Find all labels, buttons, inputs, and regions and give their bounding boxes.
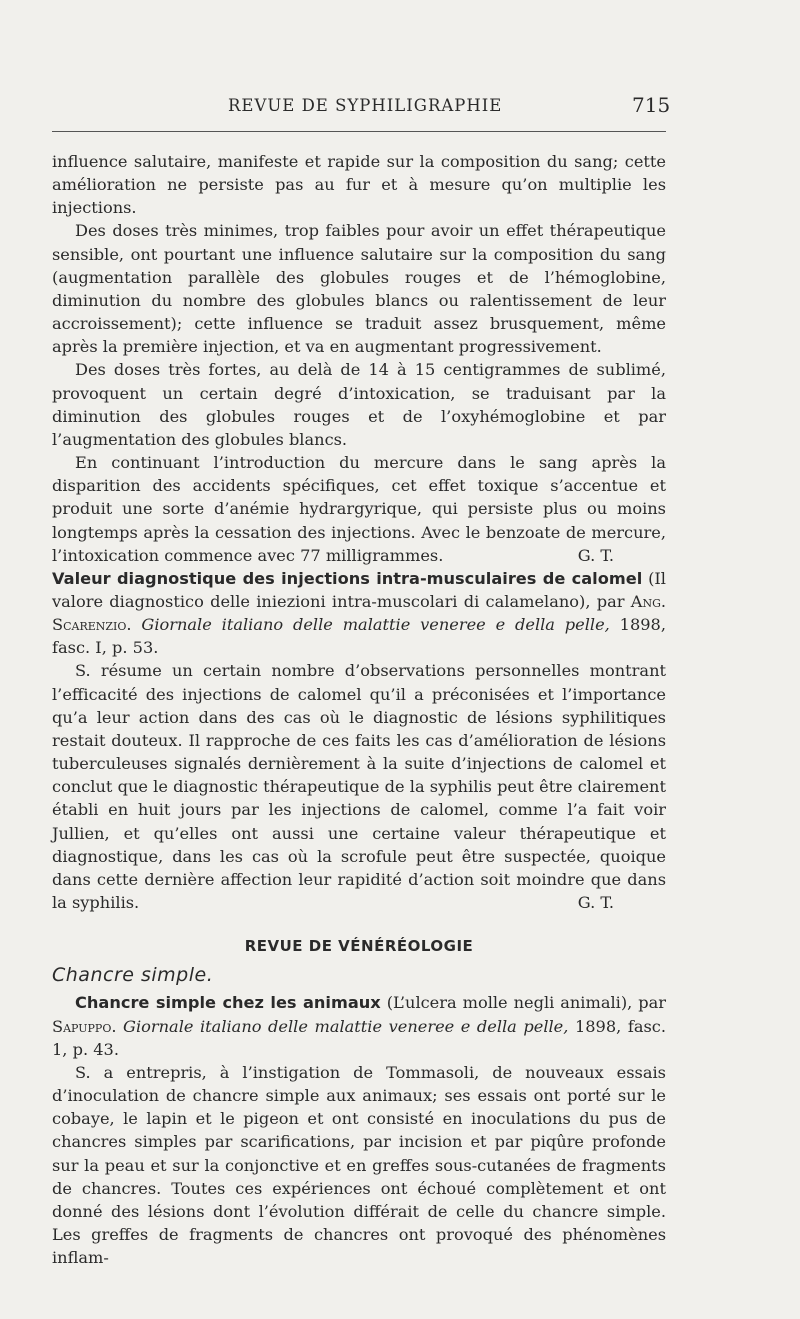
running-title: REVUE DE SYPHILIGRAPHIE [228, 96, 503, 115]
page-body [52, 150, 666, 1269]
citation-details: 1898, fasc. I, p. 53. [52, 615, 666, 658]
paragraph-text: En continuant l’introduction du mercure dans le sang après la disparition des accidents spécifiques, cet effet toxique s’accentue et produit une sorte d’anémie hydrargyrique, qui persiste plus ou moins longtemps après la cessation des injections. Avec le benzoate de mercure, l’intoxication commence avec 77 milligrammes. [52, 453, 666, 565]
author-name: Ang. Scarenzio. [52, 591, 666, 635]
subsection-title: Chancre simple. [52, 964, 214, 987]
paragraph-minimal-doses: Des doses très minimes, trop faibles pour avoir un effet thérapeutique sensible, ont pourtant une influence salutaire sur la composition du sang (augmentation parallèle des globules rouges et de l’hémoglobine, diminution du nombre des globules blancs ou ralentissement de leur accroissement); cette influence se traduit assez brusquement, même après la première injection, et va en augmentant progressivement. [52, 221, 666, 357]
running-header [0, 93, 800, 120]
journal-title: Giornale italiano delle malattie veneree e della pelle, [123, 1016, 569, 1036]
paragraph-strong-doses: Des doses très fortes, au delà de 14 à 15 centigrammes de sublimé, provoquent un certain degré d’intoxication, se traduisant par la diminution des globules rouges et de l’oxyhémoglobine et par l’augmentation des globules blancs. [52, 360, 666, 449]
article-title: Valeur diagnostique des injections intra-musculaires de calomel [52, 568, 643, 588]
paragraph-continued-mercury [52, 451, 666, 567]
article-heading-chancre [52, 991, 666, 1060]
journal-title: Giornale italiano delle malattie veneree e della pelle, [141, 615, 610, 635]
citation-details: 1898, fasc. 1, p. 43. [52, 1016, 666, 1059]
article-text: S. résume un certain nombre d’observations personnelles montrant l’efficacité des injections de calomel qu’il a préconisées et l’importance qu’a leur action dans des cas où le diagnostic de lésions syphilitiques restait douteux. Il rapproche de ces faits les cas d’amélioration de lésions tuberculeuses signalés dernièrement à la suite d’injections de calomel et conclut que le diagnostic thérapeutique de la syphilis peut être clairement établi en huit jours par les injections de calomel, comme l’a fait voir Jullien, et qu’elles ont aussi une certaine valeur thérapeutique et diagnostique, dans les cas où la scrofule peut être suspectée, quoique dans cette dernière affection leur rapidité d’action soit moindre que dans la syphilis. [52, 661, 666, 912]
citation-text: (Il valore diagnostico delle iniezioni intra-muscolari di calamelano), par [52, 568, 666, 611]
citation-text: (L’ulcera molle negli animali), par [380, 993, 666, 1013]
header-rule [52, 131, 666, 132]
signature: G. T. [577, 893, 614, 912]
article-title: Chancre simple chez les animaux [75, 993, 381, 1013]
section-title: REVUE DE VÉNÉRÉOLOGIE [244, 937, 474, 956]
article-heading-calomel [52, 567, 666, 660]
signature: G. T. [577, 545, 614, 565]
article-body-calomel [52, 659, 666, 914]
article-body-chancre: S. a entrepris, à l’instigation de Tommasoli, de nouveaux essais d’inoculation de chancre simple aux animaux; ses essais ont porté sur le cobaye, le lapin et le pigeon et ont consisté en inoculations du pus de chancres simples par scarifications, par incision et par piqûre profonde sur la peau et sur la conjonctive et en greffes sous-cutanées de fragments de chancres. Toutes ces expériences ont échoué complètement et ont donné des lésions dont l’évolution différait de celle du chancre simple. Les greffes de fragments de chancres ont provoqué des phénomènes inflam- [52, 1062, 666, 1268]
author-name: Sapuppo. [52, 1016, 117, 1036]
page-number: 715 [632, 93, 671, 117]
paragraph-continuation: influence salutaire, manifeste et rapide sur la composition du sang; cette amélioration ne persiste pas au fur et à mesure qu’on multiplie les injections. [52, 152, 666, 218]
